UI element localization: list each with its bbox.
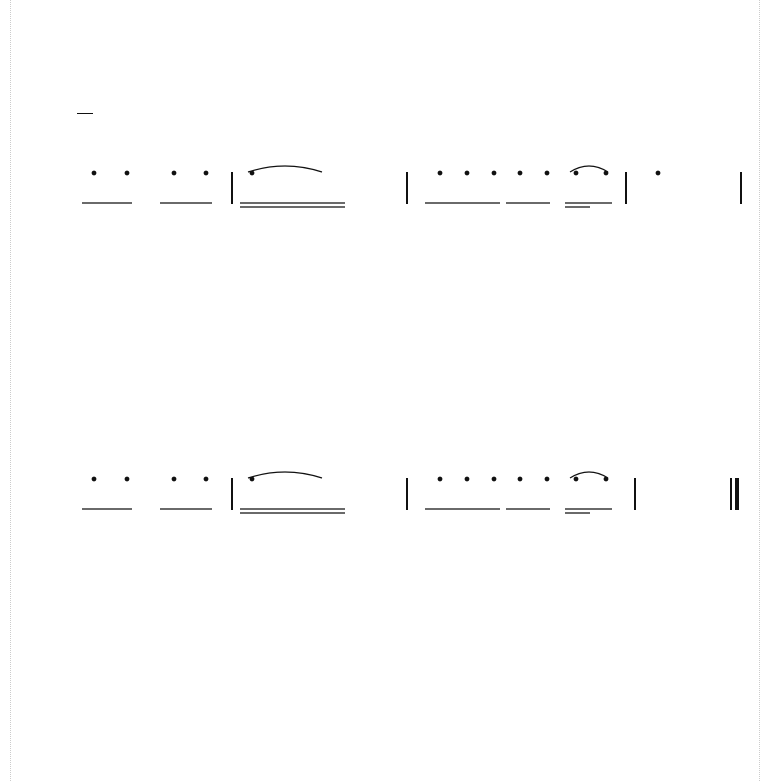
octave-dot <box>465 477 469 481</box>
octave-dot <box>92 477 96 481</box>
octave-dot <box>574 171 578 175</box>
octave-dot <box>204 171 208 175</box>
octave-dot <box>492 477 496 481</box>
octave-dot <box>438 477 442 481</box>
octave-dot <box>518 477 522 481</box>
octave-dot <box>172 477 176 481</box>
slur <box>248 166 322 172</box>
octave-dot <box>204 477 208 481</box>
octave-dot <box>125 171 129 175</box>
octave-dot <box>574 477 578 481</box>
octave-dot <box>125 477 129 481</box>
octave-dot <box>172 171 176 175</box>
octave-dot <box>545 477 549 481</box>
octave-dot <box>656 171 660 175</box>
octave-dot <box>465 171 469 175</box>
octave-dot <box>545 171 549 175</box>
slur <box>248 472 322 478</box>
octave-dot <box>438 171 442 175</box>
octave-dot <box>518 171 522 175</box>
octave-dot <box>92 171 96 175</box>
octave-dot <box>492 171 496 175</box>
